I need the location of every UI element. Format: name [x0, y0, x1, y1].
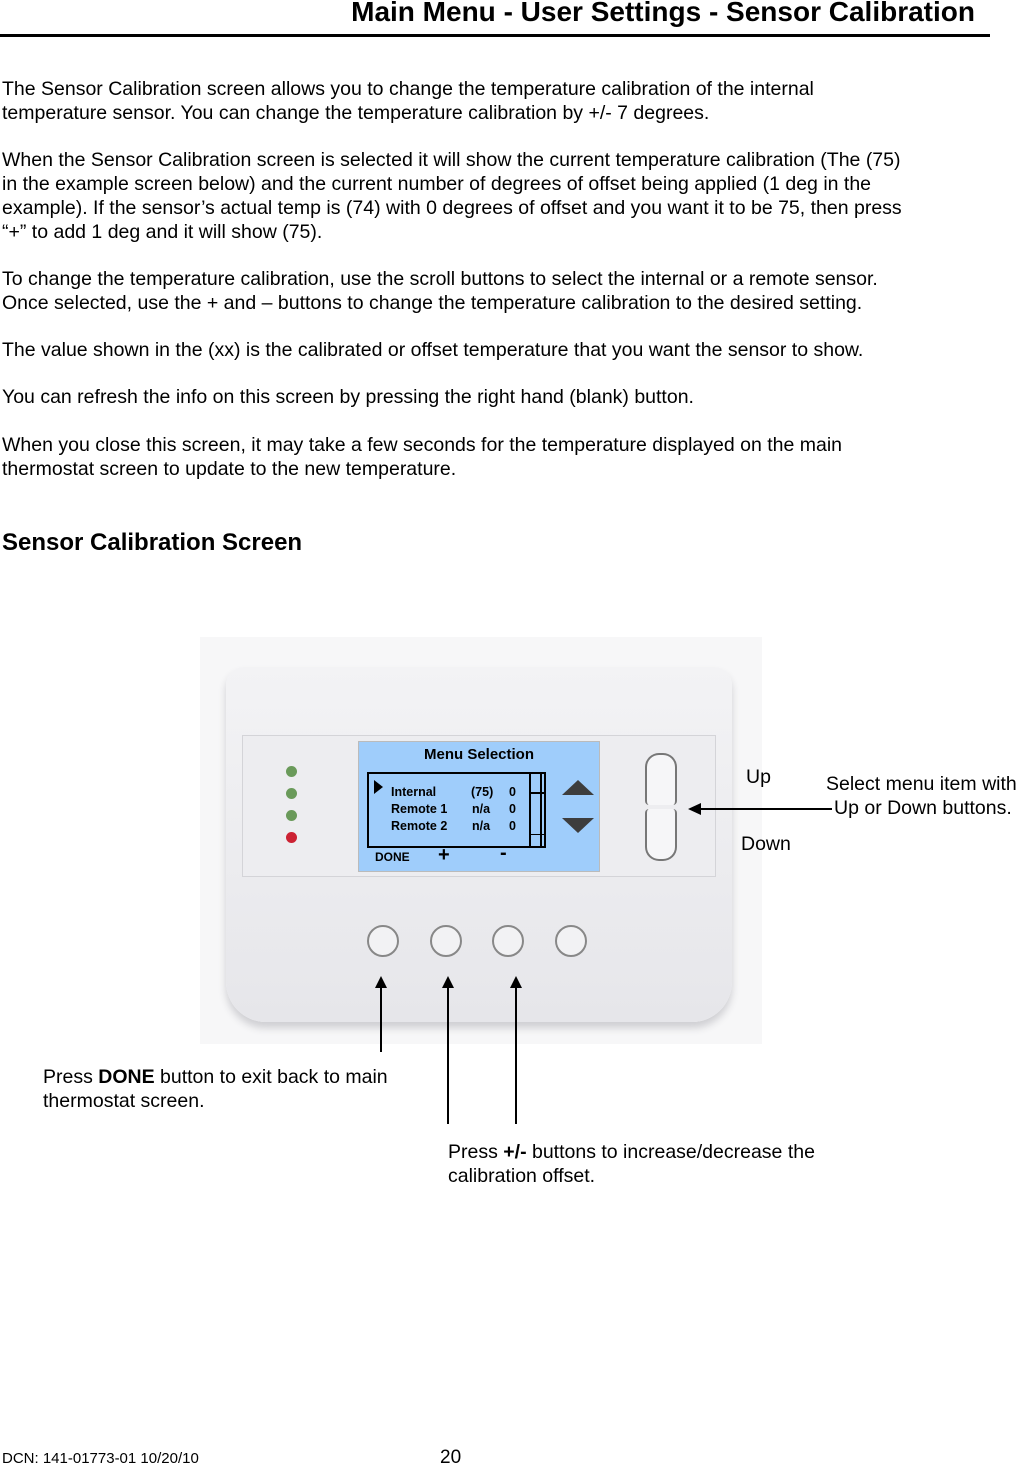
- scroll-up-icon: [562, 780, 594, 795]
- lcd-title: Menu Selection: [423, 746, 535, 763]
- text: Press: [448, 1141, 504, 1163]
- paragraph-current-calibration: [2, 148, 902, 244]
- sensor-name: Remote 1: [391, 802, 448, 816]
- text-line: calibration offset.: [448, 1165, 596, 1187]
- sensor-value: (75): [471, 785, 494, 799]
- text-line: Up or Down buttons.: [834, 797, 1012, 819]
- paragraph-close: [2, 433, 842, 481]
- text-line: The Sensor Calibration screen allows you to change the temperature calibration of the internal: [2, 78, 814, 100]
- text-bold: DONE: [98, 1066, 155, 1088]
- footer-dcn: DCN: 141-01773-01 10/20/10: [2, 1450, 199, 1467]
- up-label: Up: [746, 766, 771, 788]
- sensor-offset: 0: [509, 785, 516, 799]
- up-button[interactable]: [645, 753, 677, 805]
- text: buttons to increase/decrease the: [526, 1141, 815, 1163]
- sensor-value: n/a: [472, 802, 491, 816]
- title-rule: [0, 34, 990, 37]
- text-line: in the example screen below) and the current number of degrees of offset being applied (1 deg in the: [2, 173, 872, 195]
- softkey-done-label: DONE: [375, 850, 410, 864]
- arrow-line: [700, 808, 832, 810]
- scroll-thumb: [531, 792, 544, 794]
- thermostat-illustration: [200, 637, 762, 1044]
- text: Press: [43, 1066, 99, 1088]
- refresh-button[interactable]: [555, 925, 587, 957]
- text-line: To change the temperature calibration, use the scroll buttons to select the internal or a remote sensor.: [2, 268, 878, 290]
- text: button to exit back to main: [154, 1066, 388, 1088]
- section-heading: Sensor Calibration Screen: [2, 529, 303, 556]
- text-line: When the Sensor Calibration screen is selected it will show the current temperature calibration (The (75): [2, 149, 901, 171]
- text-line: You can refresh the info on this screen by pressing the right hand (blank) button.: [2, 386, 694, 408]
- select-note: [826, 772, 1017, 820]
- text-line: “+” to add 1 deg and it will show (75).: [2, 221, 323, 243]
- text-line: temperature sensor. You can change the temperature calibration by +/- 7 degrees.: [2, 102, 710, 124]
- text-bold: +/-: [503, 1141, 527, 1163]
- done-button[interactable]: [367, 925, 399, 957]
- text-line: example). If the sensor’s actual temp is (74) with 0 degrees of offset and you want it to be 75, then press: [2, 197, 902, 219]
- lcd-display: [358, 741, 600, 872]
- down-label: Down: [741, 833, 791, 855]
- plus-minus-note: [448, 1140, 815, 1188]
- sensor-value: n/a: [472, 819, 491, 833]
- paragraph-refresh: [2, 385, 694, 409]
- text-line: Once selected, use the + and – buttons to change the temperature calibration to the desired setting.: [2, 292, 863, 314]
- softkey-plus-label: +: [438, 844, 450, 866]
- text-line: thermostat screen to update to the new temperature.: [2, 458, 457, 480]
- selection-pointer-icon: [374, 780, 383, 794]
- arrow-line: [515, 986, 517, 1124]
- minus-button[interactable]: [492, 925, 524, 957]
- text-line: When you close this screen, it may take a few seconds for the temperature displayed on the main: [2, 434, 843, 456]
- down-button[interactable]: [645, 809, 677, 861]
- sensor-offset: 0: [509, 802, 516, 816]
- led-green-icon: [286, 788, 297, 799]
- done-note: [43, 1065, 388, 1113]
- paragraph-intro: [2, 77, 814, 125]
- softkey-minus-label: -: [500, 842, 507, 864]
- scroll-down-icon: [562, 818, 594, 833]
- sensor-name: Remote 2: [391, 819, 448, 833]
- paragraph-value-shown: [2, 338, 863, 362]
- page-number: 20: [440, 1447, 462, 1468]
- led-red-icon: [286, 832, 297, 843]
- sensor-name: Internal: [391, 785, 437, 799]
- arrow-line: [447, 986, 449, 1124]
- scrollbar[interactable]: [529, 772, 546, 848]
- arrow-line: [380, 986, 382, 1052]
- scroll-track-end: [531, 834, 544, 835]
- plus-button[interactable]: [430, 925, 462, 957]
- led-green-icon: [286, 810, 297, 821]
- text-line: Select menu item with: [826, 773, 1017, 795]
- page-title: Main Menu - User Settings - Sensor Calibration: [351, 0, 975, 27]
- sensor-offset: 0: [509, 819, 516, 833]
- text-line: thermostat screen.: [43, 1090, 205, 1112]
- led-green-icon: [286, 766, 297, 777]
- text-line: The value shown in the (xx) is the calibrated or offset temperature that you want the sensor to show.: [2, 339, 864, 361]
- paragraph-change-calibration: [2, 267, 878, 315]
